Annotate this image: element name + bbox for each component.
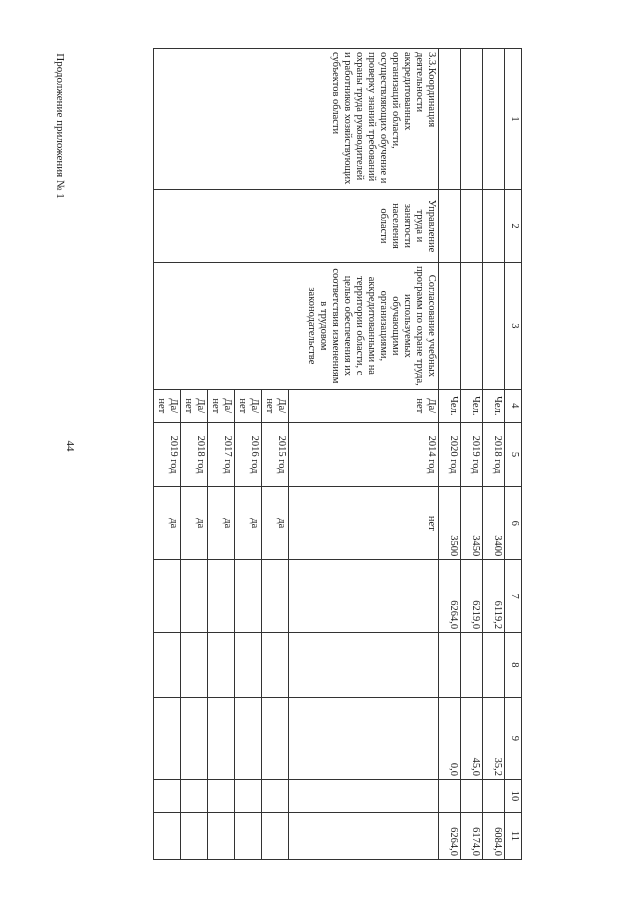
table-cell: да bbox=[154, 487, 181, 560]
table-cell bbox=[461, 190, 483, 263]
table-cell bbox=[154, 560, 181, 633]
table-cell bbox=[208, 812, 235, 859]
table-cell bbox=[181, 633, 208, 698]
table-cell bbox=[461, 49, 483, 190]
table-cell bbox=[181, 697, 208, 779]
rotated-table-container bbox=[67, 48, 522, 860]
table-cell: 6084,0 bbox=[483, 812, 505, 859]
measure-cell: Согласование учебных программ по охране труда, используемых обучающими организациями, аккредитованными на территории области, с целью обеспечения их соответствия изменениям в трудовом законодательстве bbox=[154, 262, 439, 389]
table-cell bbox=[181, 560, 208, 633]
table-cell bbox=[439, 262, 461, 389]
table-cell: да bbox=[235, 487, 262, 560]
table-cell: 0,0 bbox=[439, 697, 461, 779]
table-cell: Да/ нет bbox=[235, 389, 262, 422]
table-cell: 2017 год bbox=[208, 422, 235, 487]
table-cell: 6264,0 bbox=[439, 812, 461, 859]
table-cell: 2020 год bbox=[439, 422, 461, 487]
table-cell: да bbox=[181, 487, 208, 560]
table-cell bbox=[235, 812, 262, 859]
table-cell bbox=[262, 633, 289, 698]
table-cell bbox=[181, 780, 208, 813]
table-cell: 45,0 bbox=[461, 697, 483, 779]
table-cell bbox=[181, 812, 208, 859]
table-cell bbox=[262, 812, 289, 859]
table-cell bbox=[262, 780, 289, 813]
table-cell bbox=[461, 633, 483, 698]
table-cell: 3400 bbox=[483, 487, 505, 560]
column-header: 1 bbox=[505, 49, 522, 190]
table-row bbox=[461, 49, 483, 860]
page-number: 44 bbox=[64, 440, 76, 452]
table-cell: Да/ нет bbox=[154, 389, 181, 422]
column-header: 9 bbox=[505, 697, 522, 779]
table-cell bbox=[208, 560, 235, 633]
table-cell: 2019 год bbox=[461, 422, 483, 487]
column-header: 5 bbox=[505, 422, 522, 487]
executor-cell: Управление труда и занятости населения области bbox=[154, 190, 439, 263]
table-row bbox=[289, 49, 439, 860]
activity-cell: 3.3.Координация деятельности аккредитованных организаций области, осуществляющих обучение и проверку знаний требований охраны труда руководителей и работников хозяйствующих субъектов области bbox=[154, 49, 439, 190]
table-cell: Да/ нет bbox=[289, 389, 439, 422]
table-cell: Да/ нет bbox=[262, 389, 289, 422]
table-cell bbox=[439, 633, 461, 698]
table-cell: 6174,0 bbox=[461, 812, 483, 859]
table-cell bbox=[461, 780, 483, 813]
table-cell: 6119,2 bbox=[483, 560, 505, 633]
table-cell: нет bbox=[289, 487, 439, 560]
table-row bbox=[483, 49, 505, 860]
table-cell: 35,2 bbox=[483, 697, 505, 779]
page-heading: Продолжение приложения № 1 bbox=[54, 53, 66, 199]
table-cell: 2019 год bbox=[154, 422, 181, 487]
table-cell bbox=[289, 633, 439, 698]
table-cell bbox=[235, 780, 262, 813]
table-cell bbox=[289, 697, 439, 779]
table-cell bbox=[483, 190, 505, 263]
table-cell: Чел. bbox=[461, 389, 483, 422]
table-cell: Чел. bbox=[483, 389, 505, 422]
table-cell: Чел. bbox=[439, 389, 461, 422]
table-cell bbox=[439, 49, 461, 190]
table-cell bbox=[235, 560, 262, 633]
table-cell: да bbox=[262, 487, 289, 560]
table-cell: Да/ нет bbox=[181, 389, 208, 422]
table-cell bbox=[483, 49, 505, 190]
table-cell: да bbox=[208, 487, 235, 560]
table-cell: 2018 год bbox=[181, 422, 208, 487]
table-cell bbox=[289, 812, 439, 859]
table-cell bbox=[235, 697, 262, 779]
table-cell: 6264,0 bbox=[439, 560, 461, 633]
table-cell bbox=[483, 780, 505, 813]
column-header: 10 bbox=[505, 780, 522, 813]
table-cell bbox=[154, 780, 181, 813]
table-cell: Да/ нет bbox=[208, 389, 235, 422]
table-cell bbox=[235, 633, 262, 698]
table-cell bbox=[208, 697, 235, 779]
column-header: 2 bbox=[505, 190, 522, 263]
column-header: 7 bbox=[505, 560, 522, 633]
table-cell bbox=[154, 697, 181, 779]
header-row bbox=[505, 49, 522, 860]
table-cell bbox=[439, 190, 461, 263]
table-body bbox=[154, 49, 522, 860]
table-cell: 2015 год bbox=[262, 422, 289, 487]
table-cell bbox=[262, 560, 289, 633]
table-cell bbox=[208, 633, 235, 698]
column-header: 6 bbox=[505, 487, 522, 560]
column-header: 11 bbox=[505, 812, 522, 859]
column-header: 8 bbox=[505, 633, 522, 698]
table-row bbox=[439, 49, 461, 860]
table-cell bbox=[461, 262, 483, 389]
table-cell: 2016 год bbox=[235, 422, 262, 487]
table-cell bbox=[483, 262, 505, 389]
table-cell bbox=[289, 780, 439, 813]
table-cell: 6219,0 bbox=[461, 560, 483, 633]
table-cell: 2014 год bbox=[289, 422, 439, 487]
data-table bbox=[153, 48, 522, 860]
table-cell: 3450 bbox=[461, 487, 483, 560]
table-cell bbox=[439, 780, 461, 813]
table-cell: 2018 год bbox=[483, 422, 505, 487]
table-cell: 3500 bbox=[439, 487, 461, 560]
table-cell bbox=[483, 633, 505, 698]
table-cell bbox=[154, 633, 181, 698]
column-header: 3 bbox=[505, 262, 522, 389]
table-cell bbox=[262, 697, 289, 779]
table-cell bbox=[154, 812, 181, 859]
table-cell bbox=[289, 560, 439, 633]
column-header: 4 bbox=[505, 389, 522, 422]
table-cell bbox=[208, 780, 235, 813]
